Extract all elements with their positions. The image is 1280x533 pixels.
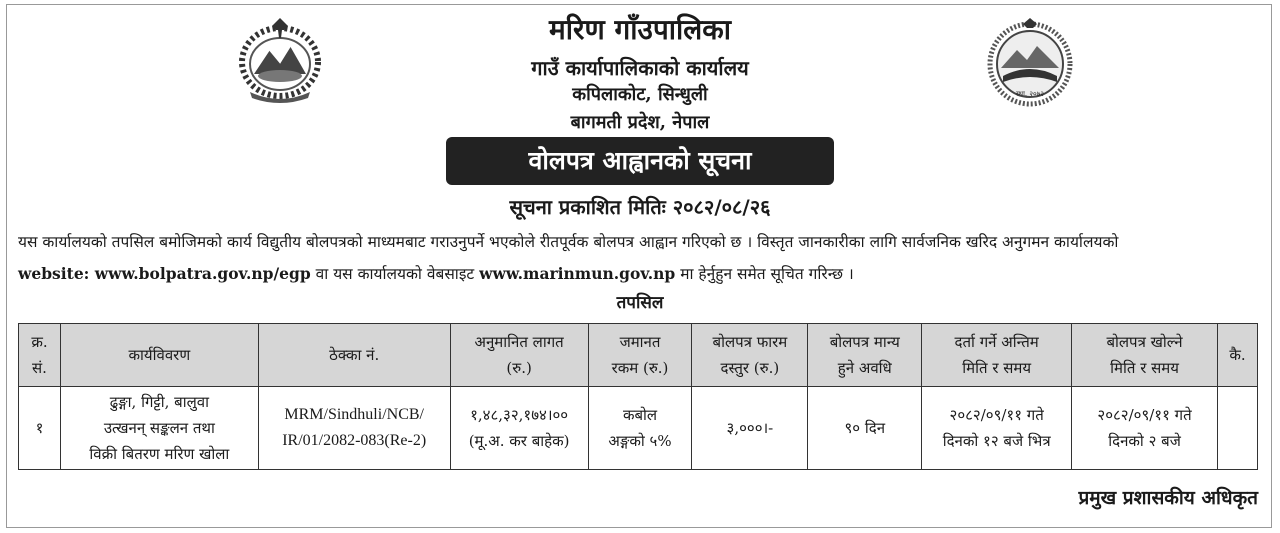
paragraph-end: मा हेर्नुहुन समेत सूचित गरिन्छ ।	[675, 265, 854, 283]
office-address: कपिलाकोट, सिन्धुली	[572, 84, 708, 105]
signatory-title: प्रमुख प्रशासकीय अधिकृत	[1078, 487, 1258, 509]
col-header-remarks: कै.	[1217, 324, 1257, 387]
table-header-row	[19, 324, 1258, 387]
cell-description: ढुङ्गा, गिट्टी, बालुवा उत्खनन् सङ्कलन तथा विक्री बितरण मरिण खोला	[60, 387, 258, 470]
cell-validity: ९० दिन	[808, 387, 922, 470]
paragraph-mid: वा यस कार्यालयको वेबसाइट	[310, 265, 480, 283]
col-header-description: कार्यविवरण	[60, 324, 258, 387]
schedule-title: तपसिल	[616, 293, 664, 313]
cell-contract-no: MRM/Sindhuli/NCB/ IR/01/2082-083(Re-2)	[258, 387, 450, 470]
col-header-estimated-cost: अनुमानित लागत (रु.)	[450, 324, 588, 387]
province-country: बागमती प्रदेश, नेपाल	[570, 112, 710, 133]
paragraph-line1: यस कार्यालयको तपसिल बमोजिमको कार्य विद्युतीय बोलपत्रको माध्यमबाट गराउनुपर्ने भएकोले रीतपूर्वक बोलपत्र आह्वान गरिएको छ । विस्तृत जानकारीका लागि सार्वजनिक खरिद अनुगमन कार्यालयको	[18, 233, 1119, 251]
cell-bid-security: कबोल अङ्गको ५%	[588, 387, 692, 470]
col-header-validity: बोलपत्र मान्य हुने अवधि	[808, 324, 922, 387]
col-header-bid-security: जमानत रकम (रु.)	[588, 324, 692, 387]
cell-deadline: २०८२/०९/११ गते दिनको १२ बजे भित्र	[922, 387, 1072, 470]
col-header-form-fee: बोलपत्र फारम दस्तुर (रु.)	[692, 324, 808, 387]
bolpatra-website-link[interactable]: website: www.bolpatra.gov.np/egp	[18, 264, 311, 283]
cell-sn: १	[19, 387, 61, 470]
publication-date: सूचना प्रकाशित मितिः २०८२/०८/२६	[509, 195, 771, 219]
cell-form-fee: ३,०००।-	[692, 387, 808, 470]
tender-schedule-table	[18, 323, 1258, 470]
municipality-name: मरिण गाँउपालिका	[549, 13, 731, 46]
notice-paragraph	[18, 227, 1268, 290]
cell-remarks	[1217, 387, 1257, 470]
notice-banner: वोलपत्र आह्वानको सूचना	[446, 137, 834, 185]
col-header-opening: बोलपत्र खोल्ने मिति र समय	[1072, 324, 1218, 387]
col-header-contract-no: ठेक्का नं.	[258, 324, 450, 387]
table-row	[19, 387, 1258, 470]
office-name: गाउँ कार्यापालिकाको कार्यालय	[531, 56, 749, 80]
seal-text: स्था. २०७२	[1016, 90, 1044, 98]
municipality-website-link[interactable]: www.marinmun.gov.np	[479, 264, 676, 283]
col-header-sn: क्र. सं.	[19, 324, 61, 387]
cell-estimated-cost: १,४८,३२,१७४।०० (मू.अ. कर बाहेक)	[450, 387, 588, 470]
col-header-deadline: दर्ता गर्ने अन्तिम मिति र समय	[922, 324, 1072, 387]
cell-opening: २०८२/०९/११ गते दिनको २ बजे	[1072, 387, 1218, 470]
